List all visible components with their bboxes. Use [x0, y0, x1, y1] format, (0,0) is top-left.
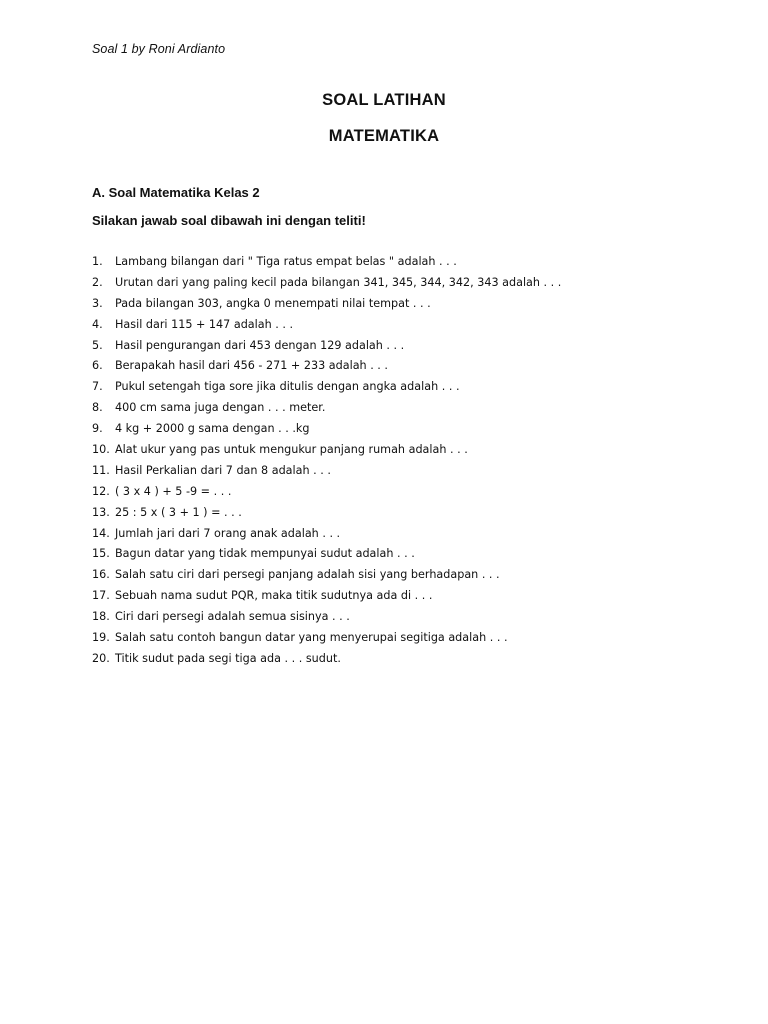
question-number: 7.	[92, 380, 103, 394]
question-text: Berapakah hasil dari 456 - 271 + 233 adalah . . .	[115, 359, 388, 373]
question-number: 8.	[92, 401, 103, 415]
question-item	[92, 461, 561, 482]
question-item	[92, 294, 561, 315]
title-line-2: MATEMATIKA	[328, 127, 440, 145]
question-item	[92, 252, 561, 273]
question-text: Hasil dari 115 + 147 adalah . . .	[115, 317, 294, 331]
question-text: Salah satu contoh bangun datar yang menyerupai segitiga adalah . . .	[115, 631, 508, 645]
instruction-text: Silakan jawab soal dibawah ini dengan teliti!	[92, 213, 366, 228]
question-item	[92, 544, 561, 565]
question-text: Sebuah nama sudut PQR, maka titik sudutnya ada di . . .	[115, 589, 433, 603]
question-text: Jumlah jari dari 7 orang anak adalah . . .	[115, 526, 341, 540]
question-text: 25 : 5 x ( 3 + 1 ) = . . .	[115, 505, 242, 519]
question-item	[92, 336, 561, 357]
question-item	[92, 398, 561, 419]
question-number: 14.	[92, 526, 110, 540]
question-number: 16.	[92, 568, 110, 582]
question-number: 3.	[92, 296, 103, 310]
question-item	[92, 649, 561, 670]
question-number: 2.	[92, 275, 103, 289]
question-number: 20.	[92, 651, 110, 665]
question-number: 9.	[92, 422, 103, 436]
question-item	[92, 565, 561, 586]
question-text: Titik sudut pada segi tiga ada . . . sudut.	[115, 651, 341, 665]
question-text: Hasil pengurangan dari 453 dengan 129 adalah . . .	[115, 338, 405, 352]
question-text: Ciri dari persegi adalah semua sisinya . . .	[115, 610, 350, 624]
question-item	[92, 586, 561, 607]
question-item	[92, 607, 561, 628]
question-number: 5.	[92, 338, 103, 352]
question-number: 4.	[92, 317, 103, 331]
question-item	[92, 524, 561, 545]
question-text: 4 kg + 2000 g sama dengan . . .kg	[115, 422, 310, 436]
question-item	[92, 482, 561, 503]
question-text: Salah satu ciri dari persegi panjang adalah sisi yang berhadapan . . .	[115, 568, 500, 582]
question-number: 19.	[92, 631, 110, 645]
question-number: 11.	[92, 463, 110, 477]
question-number: 13.	[92, 505, 110, 519]
question-text: Pada bilangan 303, angka 0 menempati nilai tempat . . .	[115, 296, 431, 310]
question-item	[92, 628, 561, 649]
question-list	[92, 252, 561, 670]
question-text: Alat ukur yang pas untuk mengukur panjang rumah adalah . . .	[115, 443, 468, 457]
question-item	[92, 356, 561, 377]
question-number: 18.	[92, 610, 110, 624]
question-text: Pukul setengah tiga sore jika ditulis dengan angka adalah . . .	[115, 380, 460, 394]
question-number: 10.	[92, 443, 110, 457]
question-text: ( 3 x 4 ) + 5 -9 = . . .	[115, 484, 232, 498]
question-number: 15.	[92, 547, 110, 561]
section-heading: A. Soal Matematika Kelas 2	[92, 185, 260, 200]
header-note: Soal 1 by Roni Ardianto	[92, 42, 226, 56]
question-text: 400 cm sama juga dengan . . . meter.	[115, 401, 326, 415]
question-item	[92, 503, 561, 524]
question-text: Lambang bilangan dari " Tiga ratus empat belas " adalah . . .	[115, 255, 457, 268]
question-number: 17.	[92, 589, 110, 603]
question-number: 6.	[92, 359, 103, 373]
question-text: Urutan dari yang paling kecil pada bilangan 341, 345, 344, 342, 343 adalah . . .	[115, 275, 562, 289]
question-item	[92, 273, 561, 294]
question-item	[92, 377, 561, 398]
question-item	[92, 440, 561, 461]
question-number: 1.	[92, 255, 103, 268]
question-number: 12.	[92, 484, 110, 498]
question-text: Hasil Perkalian dari 7 dan 8 adalah . . .	[115, 463, 331, 477]
title-line-1: SOAL LATIHAN	[322, 91, 446, 109]
question-item	[92, 419, 561, 440]
question-text: Bagun datar yang tidak mempunyai sudut adalah . . .	[115, 547, 415, 561]
question-item	[92, 315, 561, 336]
